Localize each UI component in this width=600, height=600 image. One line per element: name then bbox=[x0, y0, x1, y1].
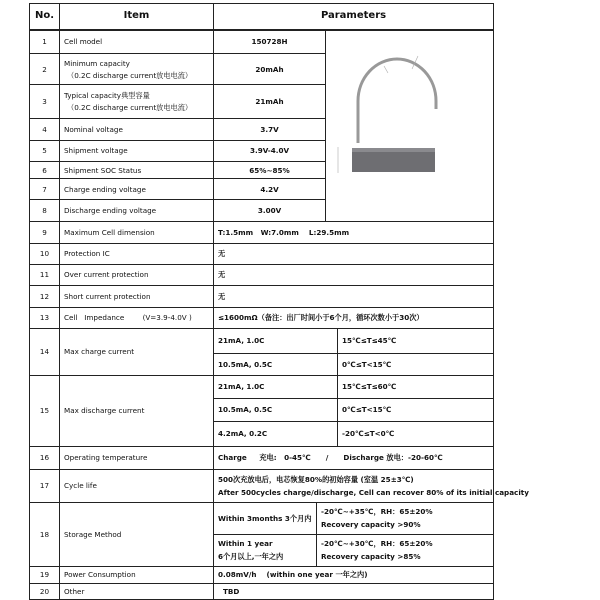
temp-range: 15℃≤T≤60℃ bbox=[338, 375, 494, 398]
table-row bbox=[30, 30, 494, 54]
current-value: 4.2mA, 0.2C bbox=[214, 421, 338, 446]
table-row bbox=[30, 221, 494, 243]
row-value: 3.9V-4.0V bbox=[214, 140, 326, 161]
row-item: Max charge current bbox=[60, 328, 214, 375]
period-label: Within 1 year bbox=[218, 539, 273, 548]
current-value: 21mA, 1.0C bbox=[214, 375, 338, 398]
row-no: 17 bbox=[30, 469, 60, 502]
row-item: Charge ending voltage bbox=[60, 179, 214, 200]
row-value: 3.00V bbox=[214, 200, 326, 221]
cycle-life-en: After 500cycles charge/discharge, Cell can recover 80% of its initial capacity bbox=[218, 487, 529, 497]
row-item bbox=[60, 54, 214, 85]
row-item: Nominal voltage bbox=[60, 118, 214, 140]
row-no: 18 bbox=[30, 502, 60, 566]
row-item: Max discharge current bbox=[60, 375, 214, 446]
row-no: 20 bbox=[30, 583, 60, 599]
row-no: 14 bbox=[30, 328, 60, 375]
header-no: No. bbox=[30, 4, 60, 30]
recovery-capacity: Recovery capacity >90% bbox=[321, 520, 421, 529]
temp-range: -20℃≤T<0℃ bbox=[338, 421, 494, 446]
table-row bbox=[30, 375, 494, 398]
table-row bbox=[30, 264, 494, 285]
item-sub: （0.2C discharge current放电电流） bbox=[67, 70, 193, 80]
header-parameters: Parameters bbox=[214, 4, 494, 30]
battery-drawing-image bbox=[326, 31, 494, 221]
row-no: 2 bbox=[30, 54, 60, 85]
row-value: T:1.5mm W:7.0mm L:29.5mm bbox=[214, 221, 494, 243]
row-no: 13 bbox=[30, 307, 60, 328]
header-item: Item bbox=[60, 4, 214, 30]
row-value: TBD bbox=[214, 583, 494, 599]
current-value: 10.5mA, 0.5C bbox=[214, 398, 338, 421]
row-no: 3 bbox=[30, 85, 60, 118]
storage-temp-rh: -20℃~+35℃，RH：65±20% bbox=[321, 507, 433, 516]
item-label: Typical capacity典型容量 bbox=[64, 91, 150, 101]
row-item: Cycle life bbox=[60, 469, 214, 502]
row-value: 0.08mV/h (within one year 一年之内) bbox=[214, 566, 494, 583]
row-no: 16 bbox=[30, 446, 60, 469]
row-value: 20mAh bbox=[214, 54, 326, 85]
item-label: Minimum capacity bbox=[64, 58, 130, 68]
row-item: Shipment SOC Status bbox=[60, 162, 214, 179]
row-no: 4 bbox=[30, 118, 60, 140]
row-item: Short current protection bbox=[60, 285, 214, 307]
row-item: Over current protection bbox=[60, 264, 214, 285]
current-value: 21mA, 1.0C bbox=[214, 328, 338, 353]
row-item: Power Consumption bbox=[60, 566, 214, 583]
table-row bbox=[30, 243, 494, 264]
storage-period: Within 3months 3个月内 bbox=[214, 502, 317, 534]
row-value: 无 bbox=[214, 243, 494, 264]
row-no: 9 bbox=[30, 221, 60, 243]
item-sub: （0.2C discharge current放电电流） bbox=[67, 103, 193, 113]
row-value: 21mAh bbox=[214, 85, 326, 118]
row-item: Discharge ending voltage bbox=[60, 200, 214, 221]
row-no: 10 bbox=[30, 243, 60, 264]
row-value: 无 bbox=[214, 264, 494, 285]
row-item: Maximum Cell dimension bbox=[60, 221, 214, 243]
temp-range: 0℃≤T<15℃ bbox=[338, 398, 494, 421]
row-item: Cell Impedance (V=3.9-4.0V ) bbox=[60, 307, 214, 328]
row-no: 6 bbox=[30, 162, 60, 179]
storage-condition bbox=[317, 502, 494, 534]
storage-period bbox=[214, 534, 317, 566]
temp-range: 15℃≤T≤45℃ bbox=[338, 328, 494, 353]
table-row bbox=[30, 502, 494, 534]
table-row bbox=[30, 285, 494, 307]
table-row bbox=[30, 446, 494, 469]
row-no: 12 bbox=[30, 285, 60, 307]
row-no: 5 bbox=[30, 140, 60, 161]
row-value: 无 bbox=[214, 285, 494, 307]
table-row bbox=[30, 328, 494, 353]
row-value: 65%~85% bbox=[214, 162, 326, 179]
cycle-life-cn: 500次充放电后，电芯恢复80%的初始容量 (室温 25±3℃) bbox=[218, 474, 414, 484]
row-value: ≤1600mΩ（备注：出厂时间小于6个月，循环次数小于30次） bbox=[214, 307, 494, 328]
row-no: 11 bbox=[30, 264, 60, 285]
row-no: 8 bbox=[30, 200, 60, 221]
header-row bbox=[30, 4, 494, 30]
row-item: Storage Method bbox=[60, 502, 214, 566]
row-no: 7 bbox=[30, 179, 60, 200]
row-item bbox=[60, 85, 214, 118]
row-value bbox=[214, 469, 529, 502]
table-row bbox=[30, 583, 494, 599]
table-row bbox=[30, 566, 494, 583]
period-label-cn: 6个月以上,一年之内 bbox=[218, 552, 284, 561]
row-value: Charge 充电: 0-45℃ / Discharge 放电：-20-60℃ bbox=[214, 446, 494, 469]
storage-temp-rh: -20℃~+30℃，RH：65±20% bbox=[321, 539, 433, 548]
temp-range: 0℃≤T<15℃ bbox=[338, 353, 494, 375]
table-row bbox=[30, 469, 494, 502]
row-item: Cell model bbox=[60, 30, 214, 54]
table-row bbox=[30, 307, 494, 328]
row-item: Protection IC bbox=[60, 243, 214, 264]
row-item: Shipment voltage bbox=[60, 140, 214, 161]
row-no: 1 bbox=[30, 30, 60, 54]
row-value: 4.2V bbox=[214, 179, 326, 200]
row-no: 19 bbox=[30, 566, 60, 583]
cell-drawing bbox=[326, 30, 494, 222]
row-value: 150728H bbox=[214, 30, 326, 54]
row-item: Other bbox=[60, 583, 214, 599]
storage-condition bbox=[317, 534, 494, 566]
row-item: Operating temperature bbox=[60, 446, 214, 469]
spec-table bbox=[29, 3, 529, 600]
row-value: 3.7V bbox=[214, 118, 326, 140]
recovery-capacity: Recovery capacity >85% bbox=[321, 552, 421, 561]
current-value: 10.5mA, 0.5C bbox=[214, 353, 338, 375]
row-no: 15 bbox=[30, 375, 60, 446]
